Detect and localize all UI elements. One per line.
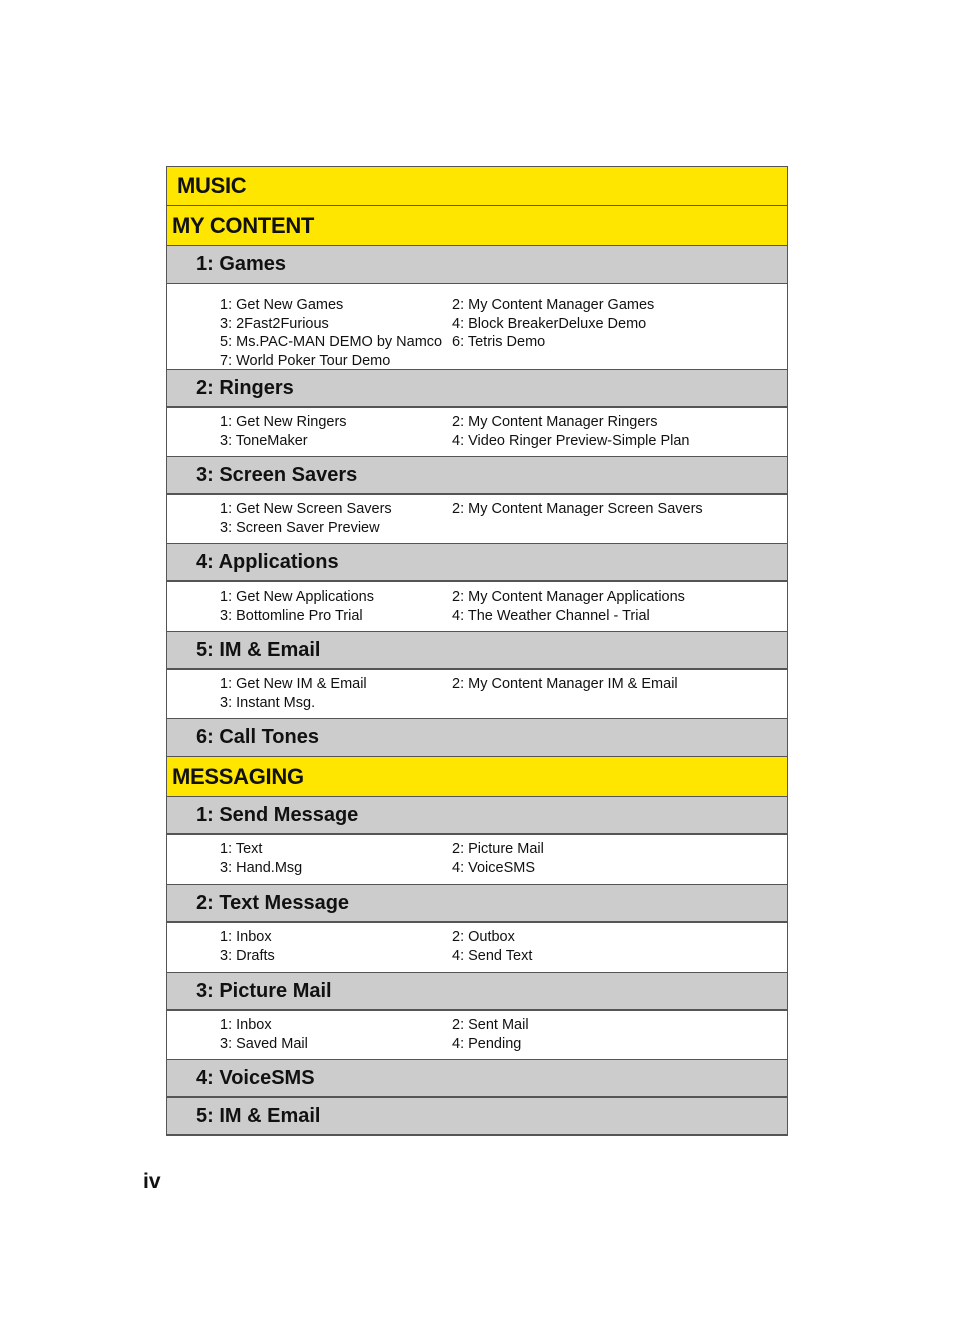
submenu-item: 4: Block BreakerDeluxe Demo [452,315,647,332]
menu-heading-ringers [167,370,787,408]
submenu-item: 2: My Content Manager Games [452,297,655,313]
menu-table [166,166,788,1136]
submenu-item: 4: Pending [452,1035,522,1052]
menu-heading-send-message [167,797,787,835]
section-title: MUSIC [177,173,247,198]
menu-heading-label: 5: IM & Email [196,1104,321,1127]
menu-heading-label: 1: Games [196,253,287,275]
section-title: MY CONTENT [172,212,315,238]
submenu-item: 1: Get New Screen Savers [220,501,392,517]
submenu-send-message [167,835,787,885]
submenu-screen-savers [167,495,787,544]
section-title: MESSAGING [172,763,304,789]
submenu-item: 1: Get New Games [220,297,344,313]
menu-heading-applications [167,544,787,582]
menu-heading-picture-mail [167,973,787,1011]
submenu-item: 3: ToneMaker [220,432,308,449]
submenu-item: 3: Bottomline Pro Trial [220,607,363,624]
submenu-item: 3: Saved Mail [220,1035,308,1052]
menu-heading-label: 4: Applications [196,550,339,573]
submenu-item: 4: The Weather Channel - Trial [452,607,650,624]
menu-heading-games [167,246,787,284]
menu-heading-label: 4: VoiceSMS [196,1066,315,1089]
submenu-item: 7: World Poker Tour Demo [220,353,391,370]
submenu-item: 1: Text [220,841,263,857]
section-header-messaging [167,757,787,797]
menu-heading-im-email [167,632,787,670]
submenu-item: 2: My Content Manager IM & Email [452,676,678,692]
submenu-item: 6: Tetris Demo [452,334,546,351]
submenu-item: 4: Send Text [452,947,533,964]
menu-heading-messaging-im-email [167,1098,787,1136]
submenu-picture-mail [167,1011,787,1060]
submenu-ringers [167,408,787,457]
menu-heading-text-message [167,885,787,923]
submenu-item: 2: My Content Manager Applications [452,589,685,605]
menu-heading-label: 2: Ringers [196,376,294,399]
menu-heading-call-tones [167,719,787,757]
section-header-music [167,167,787,206]
submenu-item: 2: My Content Manager Ringers [452,414,658,430]
menu-heading-label: 2: Text Message [196,891,350,914]
submenu-item: 4: VoiceSMS [452,859,536,876]
submenu-item: 3: Instant Msg. [220,694,316,711]
menu-heading-screen-savers [167,457,787,495]
submenu-text-message [167,923,787,973]
submenu-item: 1: Inbox [220,929,272,945]
submenu-item: 3: 2Fast2Furious [220,315,329,332]
submenu-item: 5: Ms.PAC-MAN DEMO by Namco [220,334,443,351]
submenu-applications [167,582,787,632]
submenu-item: 3: Drafts [220,947,275,964]
menu-heading-voicesms [167,1060,787,1098]
submenu-item: 4: Video Ringer Preview-Simple Plan [452,432,690,449]
submenu-item: 3: Screen Saver Preview [220,519,380,536]
menu-heading-label: 3: Screen Savers [196,463,358,486]
menu-heading-label: 5: IM & Email [196,638,321,661]
submenu-item: 2: Picture Mail [452,841,544,857]
section-header-my-content [167,206,787,246]
submenu-item: 2: Outbox [452,929,515,945]
submenu-item: 1: Get New Applications [220,589,374,605]
submenu-item: 2: My Content Manager Screen Savers [452,501,703,517]
submenu-im-email [167,670,787,719]
submenu-item: 1: Get New Ringers [220,414,347,430]
menu-heading-label: 1: Send Message [196,803,359,826]
page-number: iv [143,1170,161,1193]
menu-heading-label: 6: Call Tones [196,726,319,748]
menu-heading-label: 3: Picture Mail [196,979,332,1002]
submenu-item: 1: Get New IM & Email [220,676,367,692]
submenu-games [167,284,787,370]
submenu-item: 2: Sent Mail [452,1017,529,1033]
submenu-item: 1: Inbox [220,1017,272,1033]
submenu-item: 3: Hand.Msg [220,859,303,876]
